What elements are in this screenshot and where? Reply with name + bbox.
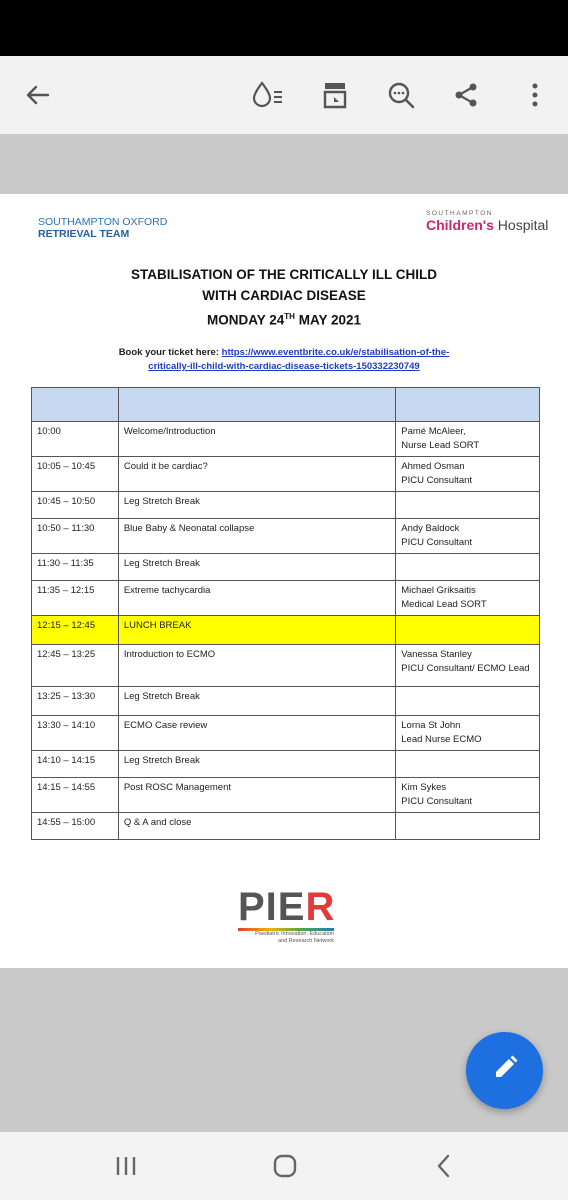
schedule-speaker [396,687,540,716]
schedule-time: 14:10 – 14:15 [32,751,119,778]
booking-label: Book your ticket here: [118,347,222,358]
schedule-row [32,778,540,813]
schedule-row [32,492,540,519]
hospital-logo-city: SOUTHAMPTON [426,210,493,217]
schedule-speaker [396,492,540,519]
speaker-name: Kim Sykes [401,782,447,793]
schedule-row [32,687,540,716]
booking-info [0,346,568,374]
speaker-role: PICU Consultant [401,475,473,486]
schedule-time: 13:30 – 14:10 [32,716,119,751]
pier-subtitle-2: and Research Network [278,938,334,944]
schedule-row [32,751,540,778]
share-icon[interactable] [447,76,485,114]
schedule-time: 14:55 – 15:00 [32,813,119,840]
edit-fab-button[interactable] [466,1032,543,1109]
schedule-speaker [396,751,540,778]
speaker-role: Nurse Lead SORT [401,440,480,451]
schedule-row [32,645,540,687]
schedule-session: Extreme tachycardia [118,581,395,616]
schedule-session: Post ROSC Management [118,778,395,813]
schedule-row [32,554,540,581]
pier-logo-text: PIE [238,885,306,929]
speaker-name: Michael Griksaitis [401,585,476,596]
schedule-session: Introduction to ECMO [118,645,395,687]
page-gap-top [0,134,568,194]
sort-logo-line1: SOUTHAMPTON OXFORD [38,216,168,228]
pier-subtitle-1: Paediatric Innovation, Education [255,931,334,937]
document-title [0,264,568,331]
schedule-row [32,813,540,840]
schedule-time: 10:45 – 10:50 [32,492,119,519]
schedule-row [32,422,540,457]
hospital-logo-name-bold: Children's [426,217,494,233]
hospital-logo [426,210,556,233]
schedule-row [32,457,540,492]
schedule-row [32,716,540,751]
title-line1: STABILISATION OF THE CRITICALLY ILL CHILD [131,267,437,282]
speaker-role: Lead Nurse ECMO [401,734,482,745]
schedule-time: 11:35 – 12:15 [32,581,119,616]
back-icon[interactable] [424,1150,464,1182]
schedule-speaker [396,519,540,554]
speaker-role: PICU Consultant/ ECMO Lead [401,663,530,674]
recents-icon[interactable] [106,1150,146,1182]
back-arrow-icon[interactable] [19,76,57,114]
schedule-speaker [396,716,540,751]
speaker-name: Ahmed Osman [401,461,465,472]
schedule-session: ECMO Case review [118,716,395,751]
reading-mode-icon[interactable] [248,76,286,114]
schedule-time: 10:00 [32,422,119,457]
schedule-session: Blue Baby & Neonatal collapse [118,519,395,554]
schedule-speaker [396,581,540,616]
schedule-session: LUNCH BREAK [118,616,395,645]
pier-logo [238,887,348,945]
title-line3: MONDAY 24TH MAY 2021 [206,312,362,328]
speaker-name: Pamé McAleer, [401,426,466,437]
schedule-speaker [396,645,540,687]
speaker-role: PICU Consultant [401,796,473,807]
schedule-session: Leg Stretch Break [118,554,395,581]
schedule-time: 10:05 – 10:45 [32,457,119,492]
more-icon[interactable] [516,76,554,114]
speaker-role: PICU Consultant [401,537,473,548]
schedule-session: Q & A and close [118,813,395,840]
schedule-row [32,616,540,645]
schedule-session: Leg Stretch Break [118,687,395,716]
schedule-row [32,581,540,616]
sort-logo-line2: RETRIEVAL TEAM [38,228,130,240]
schedule-speaker [396,778,540,813]
schedule-time: 13:25 – 13:30 [32,687,119,716]
schedule-table [31,387,540,840]
schedule-session: Leg Stretch Break [118,751,395,778]
speaker-role: Medical Lead SORT [401,599,487,610]
schedule-time: 14:15 – 14:55 [32,778,119,813]
booking-link[interactable]: https://www.eventbrite.co.uk/e/stabilisation-of-the- [221,347,450,358]
edit-pencil-icon [490,1053,520,1088]
schedule-speaker [396,457,540,492]
schedule-session: Leg Stretch Break [118,492,395,519]
schedule-speaker [396,616,540,645]
schedule-header-row [32,388,540,422]
schedule-speaker [396,422,540,457]
search-icon[interactable] [382,76,420,114]
status-bar [0,0,568,56]
schedule-speaker [396,554,540,581]
speaker-name: Lorna St John [401,720,461,731]
title-line2: WITH CARDIAC DISEASE [202,288,366,303]
sort-logo [38,216,167,240]
schedule-session: Could it be cardiac? [118,457,395,492]
document-page [0,194,568,968]
booking-link-continued[interactable]: critically-ill-child-with-cardiac-disease-tickets-150332230749 [148,361,420,372]
speaker-name: Vanessa Stanley [401,649,472,660]
home-icon[interactable] [265,1150,305,1182]
schedule-row [32,519,540,554]
system-nav-bar [0,1132,568,1200]
hospital-logo-name-rest: Hospital [493,217,549,233]
pier-logo-text-r: R [305,885,336,929]
speaker-name: Andy Baldock [401,523,460,534]
schedule-session: Welcome/Introduction [118,422,395,457]
page-view-icon[interactable] [316,76,354,114]
toolbar [0,56,568,134]
schedule-time: 12:45 – 13:25 [32,645,119,687]
schedule-time: 10:50 – 11:30 [32,519,119,554]
schedule-speaker [396,813,540,840]
schedule-time: 11:30 – 11:35 [32,554,119,581]
schedule-time: 12:15 – 12:45 [32,616,119,645]
